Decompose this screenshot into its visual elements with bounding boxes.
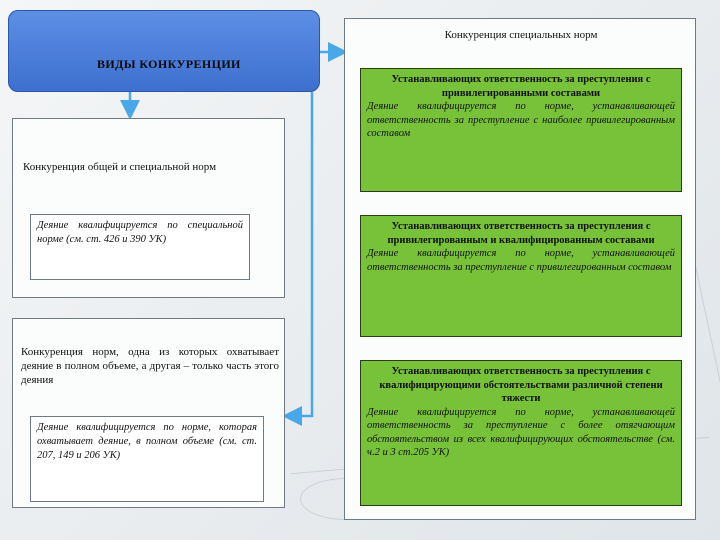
privileged-qualified-case-body: Деяние квалифицируется по норме, устанавливающей ответственность за преступление с привилегированным составом bbox=[367, 248, 675, 273]
qualifying-circumstances-case-box bbox=[360, 360, 682, 506]
qualifying-circumstances-case-heading: Устанавливающих ответственность за преступления с квалифицирующими обстоятельствами различной степени тяжести bbox=[379, 366, 663, 404]
privileged-case-box bbox=[360, 68, 682, 192]
privileged-case-body: Деяние квалифицируется по норме, устанавливающей ответственность за преступление с наиболее привилегированным составом bbox=[367, 101, 675, 139]
arrow-to-part-whole bbox=[292, 92, 312, 416]
part-whole-heading: Конкуренция норм, одна из которых охватывает деяние в полном объеме, а другая – только часть этого деяния bbox=[21, 346, 279, 386]
privileged-case-heading: Устанавливающих ответственность за преступления с привилегированными составами bbox=[391, 74, 651, 99]
qualifying-circumstances-case-body: Деяние квалифицируется по норме, устанавливающей ответственность за преступление с более отягчающим обстоятельством из всех квалифицирующих обстоятельстве (см. ч.2 и 3 ст.205 УК) bbox=[367, 406, 675, 458]
privileged-qualified-case-heading: Устанавливающих ответственность за преступления с привилегированным и квалифицированным составами bbox=[387, 221, 655, 246]
title-box bbox=[8, 10, 320, 92]
general-special-note: Деяние квалифицируется по специальной норме (см. ст. 426 и 390 УК) bbox=[30, 214, 250, 280]
general-special-heading: Конкуренция общей и специальной норм bbox=[23, 161, 217, 173]
part-whole-note: Деяние квалифицируется по норме, которая охватывает деяние, в полном объеме (см. ст. 207, 149 и 206 УК) bbox=[30, 416, 264, 502]
privileged-qualified-case-box bbox=[360, 215, 682, 337]
special-norms-heading: Конкуренция специальных норм bbox=[444, 29, 598, 41]
diagram-title: ВИДЫ КОНКУРЕНЦИИ bbox=[97, 57, 241, 71]
